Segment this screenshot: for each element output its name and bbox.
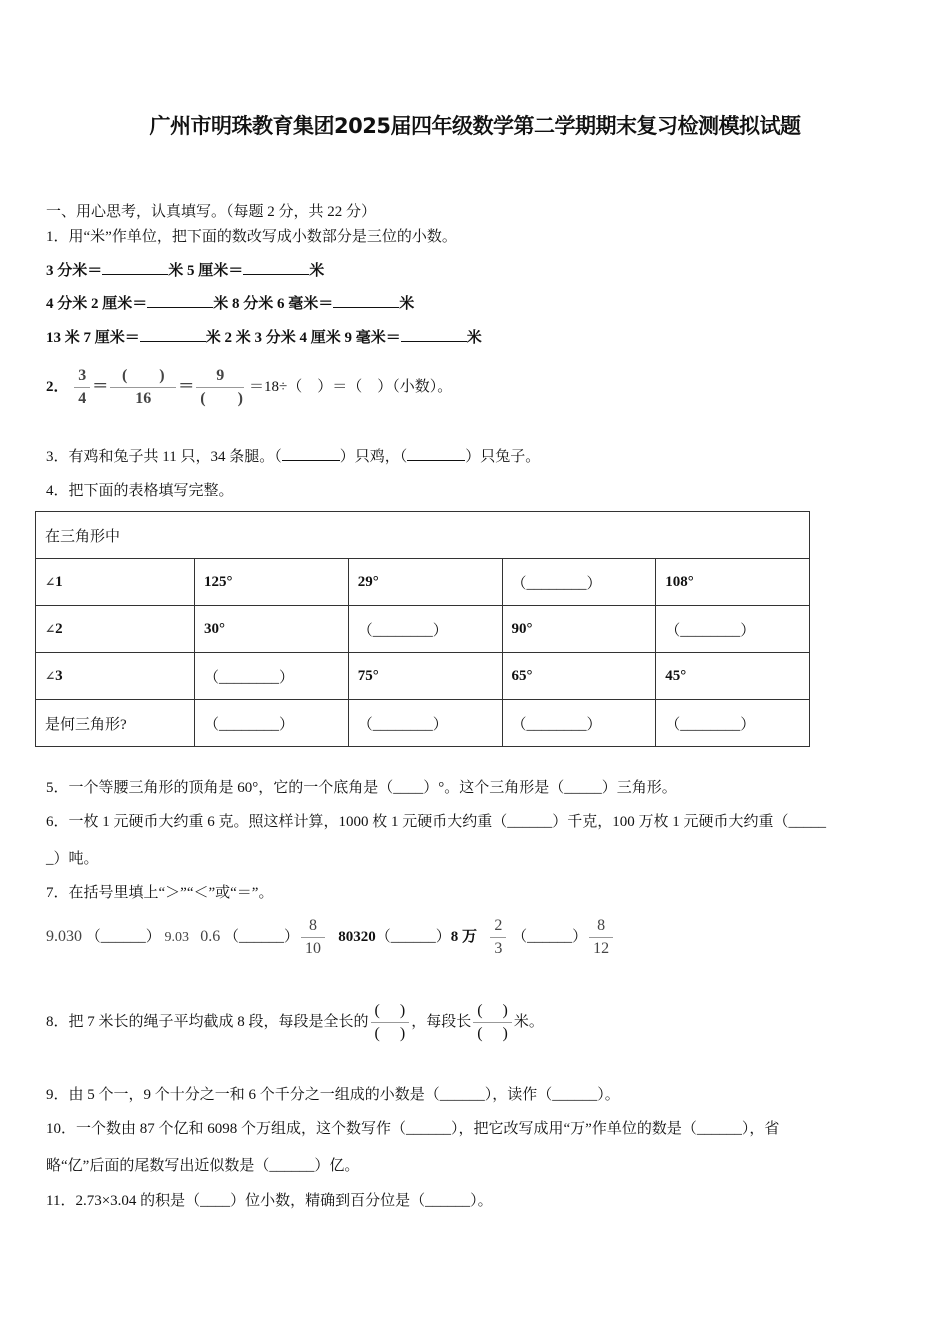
denominator: 16 [135, 390, 152, 408]
q1-row3 [46, 327, 482, 348]
q10-line2: 略“亿”后面的尾数写出近似数是（______）亿。 [46, 1158, 360, 1174]
q3-text-c: ）只兔子。 [465, 449, 541, 465]
q1-row1-a: 3 分米＝ [46, 263, 103, 279]
q9: 9．由 5 个一，9 个十分之一和 6 个千分之一组成的小数是（______），读作（______）。 [46, 1087, 620, 1103]
q1-row1-b: 米 5 厘米＝ [168, 263, 244, 279]
table-cell: 45° [656, 653, 810, 700]
q3 [46, 446, 540, 467]
q3-text-b: ）只鸡，（ [339, 449, 408, 465]
page-title: 广州市明珠教育集团2025届四年级数学第二学期期末复习检测模拟试题 [149, 114, 801, 138]
fraction-3-4 [74, 366, 90, 409]
answer-blank[interactable] [140, 327, 206, 342]
q1-row1 [46, 260, 324, 281]
row-label: 是何三角形? [36, 700, 195, 747]
q6-line1: 6．一枚 1 元硬币大约重 6 克。照这样计算，1000 枚 1 元硬币大约重（______）千克，100 万枚 1 元硬币大约重（_____ [46, 814, 827, 830]
answer-blank[interactable] [147, 293, 213, 308]
row-label: ∠1 [36, 559, 195, 606]
q7-item2-left: 0.6 [200, 928, 221, 945]
table-cell: 65° [502, 653, 656, 700]
section-heading: 一、用心思考，认真填写。（每题 2 分，共 22 分） [46, 204, 377, 220]
q1-row3-b: 米 2 米 3 分米 4 厘米 9 毫米＝ [205, 330, 401, 346]
q7-item3-right: 8 万 [450, 929, 478, 945]
q10-line1: 10．一个数由 87 个亿和 6098 个万组成，这个数写作（______），把它改写成用“万”作单位的数是（______），省 [46, 1121, 780, 1137]
q5: 5．一个等腰三角形的顶角是 60°，它的一个底角是（____）°。这个三角形是（_____）三角形。 [46, 780, 677, 796]
table-cell-blank[interactable]: （________） [348, 606, 502, 653]
triangle-angle-table [35, 511, 810, 747]
q8 [46, 1000, 544, 1044]
q2-number: 2． [46, 379, 69, 395]
answer-blank[interactable]: （______） [224, 929, 300, 945]
q4-stem: 4．把下面的表格填写完整。 [46, 483, 234, 499]
table-cell: 125° [195, 559, 349, 606]
table-cell-blank[interactable]: （________） [502, 700, 656, 747]
answer-blank[interactable]: （______） [512, 929, 588, 945]
table-row [36, 653, 810, 700]
q2 [46, 365, 452, 409]
q1-stem: 1．用“米”作单位，把下面的数改写成小数部分是三位的小数。 [46, 229, 457, 245]
answer-blank[interactable]: （______） [375, 929, 451, 945]
q11: 11．2.73×3.04 的积是（____）位小数，精确到百分位是（______）。 [46, 1193, 493, 1209]
fraction-blank[interactable]: $\frac{( )}{( )}$ [473, 1001, 512, 1044]
fraction-9-blank[interactable] [196, 366, 247, 409]
table-cell: 29° [348, 559, 502, 606]
answer-blank[interactable] [401, 327, 467, 342]
q1-row2-a: 4 分米 2 厘米＝ [46, 296, 148, 312]
answer-blank[interactable] [407, 446, 465, 461]
q1-row3-a: 13 米 7 厘米＝ [46, 330, 140, 346]
table-cell-blank[interactable]: （________） [195, 653, 349, 700]
q1-row2 [46, 293, 414, 314]
fraction-blank[interactable]: $\frac{( )}{( )}$ [371, 1001, 410, 1044]
answer-blank[interactable] [333, 293, 399, 308]
q3-text-a: 3．有鸡和兔子共 11 只，34 条腿。（ [46, 449, 282, 465]
q1-row2-c: 米 [399, 296, 415, 312]
q7-item1-left: 9.030 [46, 928, 82, 945]
table-cell-blank[interactable]: （________） [502, 559, 656, 606]
table-row [36, 559, 810, 606]
fraction-8-10: $\frac{8}{10}$ [301, 916, 325, 959]
numerator: 9 [196, 366, 244, 388]
equals: ＝ [92, 378, 109, 395]
q7-item3-left: 80320 [338, 929, 376, 945]
denominator: 4 [78, 390, 87, 408]
table-row [36, 700, 810, 747]
q1-row1-c: 米 [309, 263, 325, 279]
table-cell: 108° [656, 559, 810, 606]
q8-text-b: ，每段长 [411, 1014, 472, 1030]
fraction-blank-16[interactable] [110, 366, 176, 409]
q7-item1-right: 9.03 [164, 930, 190, 945]
table-cell: 75° [348, 653, 502, 700]
q7-items [46, 915, 615, 960]
fraction-2-3: $\frac{2}{3}$ [490, 916, 506, 959]
row-label: ∠3 [36, 653, 195, 700]
table-cell-blank[interactable]: （________） [348, 700, 502, 747]
table-cell: 90° [502, 606, 656, 653]
q7-stem: 7．在括号里填上“＞”“＜”或“＝”。 [46, 885, 274, 901]
fraction-8-12: $\frac{8}{12}$ [589, 916, 613, 959]
table-header: 在三角形中 [36, 512, 810, 559]
table-cell-blank[interactable]: （________） [195, 700, 349, 747]
q8-text-c: 米。 [513, 1014, 544, 1030]
q8-text-a: 8．把 7 米长的绳子平均截成 8 段，每段是全长的 [46, 1014, 369, 1030]
equals: ＝ [178, 378, 195, 395]
table-cell-blank[interactable]: （________） [656, 606, 810, 653]
table-cell-blank[interactable]: （________） [656, 700, 810, 747]
answer-blank[interactable] [102, 260, 168, 275]
answer-blank[interactable] [282, 446, 340, 461]
answer-blank[interactable] [243, 260, 309, 275]
table-row [36, 606, 810, 653]
q6-line2: _）吨。 [46, 851, 99, 867]
q1-row3-c: 米 [466, 330, 482, 346]
table-cell: 30° [195, 606, 349, 653]
numerator: 3 [74, 366, 90, 388]
numerator-blank[interactable]: ( ) [110, 366, 176, 388]
answer-blank[interactable]: （______） [85, 929, 161, 945]
q2-tail: ＝18÷（ ）＝（ ）（小数）。 [248, 379, 453, 395]
q1-row2-b: 米 8 分米 6 毫米＝ [213, 296, 334, 312]
denominator-blank[interactable]: ( ) [200, 390, 243, 408]
row-label: ∠2 [36, 606, 195, 653]
